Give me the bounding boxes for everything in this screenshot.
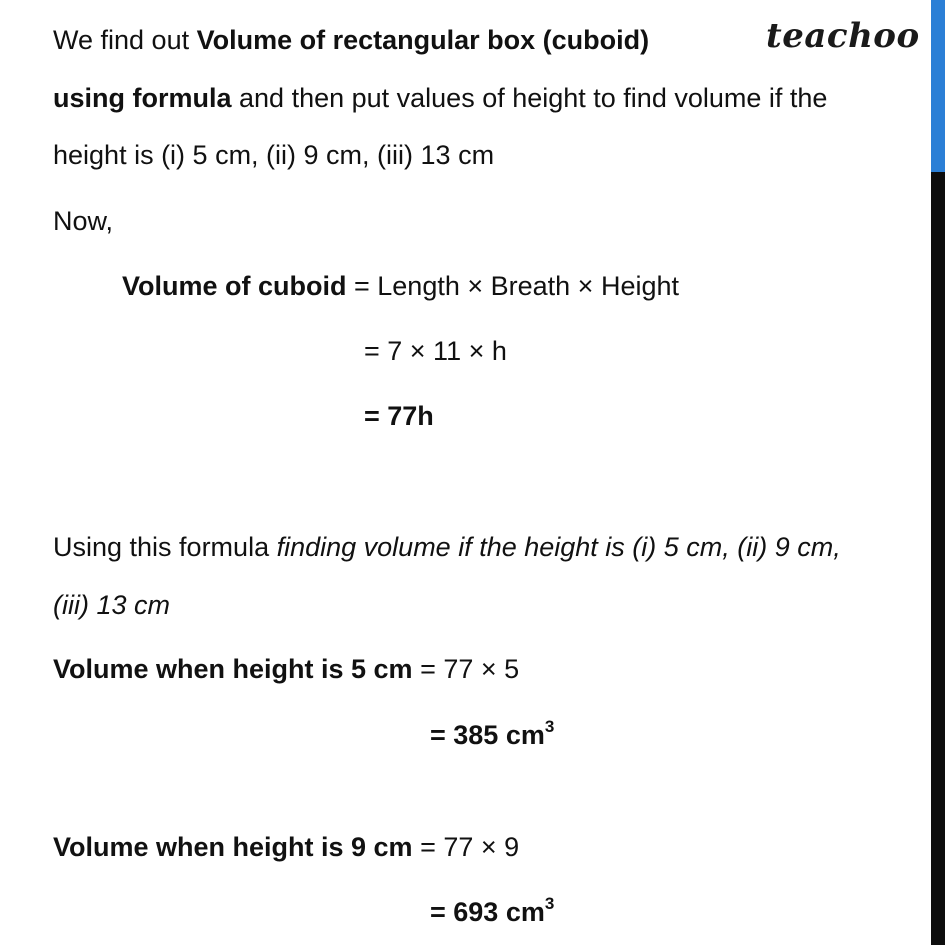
- case-5-line: [53, 653, 519, 685]
- case-9-result-value: = 693 cm: [430, 897, 545, 927]
- intro-text: We find out: [53, 25, 197, 55]
- case-5-unit-exponent: 3: [544, 717, 555, 736]
- formula-step-2: = 77h: [364, 401, 434, 431]
- using-italic: finding volume if the height is (i) 5 cm, (ii) 9 cm,: [276, 532, 841, 562]
- using-line-2: (iii) 13 cm: [53, 590, 171, 620]
- case-5-result-value: = 385 cm: [430, 720, 545, 750]
- case-9-unit-exponent: 3: [544, 894, 555, 913]
- intro-text-2: and then put values of height to find volume if the: [231, 83, 828, 113]
- teachoo-logo: teachoo: [766, 16, 920, 56]
- intro-bold-formula: using formula: [53, 83, 232, 113]
- now-label: Now,: [53, 206, 114, 236]
- intro-line-3: height is (i) 5 cm, (ii) 9 cm, (iii) 13 cm: [53, 140, 495, 170]
- formula-label: Volume of cuboid: [122, 271, 347, 301]
- formula-step-1: = 7 × 11 × h: [364, 336, 507, 366]
- intro-line-2: [53, 82, 827, 114]
- case-5-rhs: = 77 × 5: [412, 654, 520, 684]
- intro-line-1: [53, 24, 649, 56]
- intro-bold-topic: Volume of rectangular box (cuboid): [196, 25, 650, 55]
- case-5-result: [430, 719, 554, 751]
- case-9-result: [430, 896, 554, 928]
- formula-rhs: = Length × Breath × Height: [346, 271, 679, 301]
- formula-line: [122, 270, 679, 302]
- case-9-label: Volume when height is 9 cm: [53, 832, 413, 862]
- case-5-label: Volume when height is 5 cm: [53, 654, 413, 684]
- case-9-line: [53, 831, 519, 863]
- using-text: Using this formula: [53, 532, 277, 562]
- using-line-1: [53, 531, 841, 563]
- case-9-rhs: = 77 × 9: [412, 832, 520, 862]
- scrollbar-thumb[interactable]: [931, 0, 945, 172]
